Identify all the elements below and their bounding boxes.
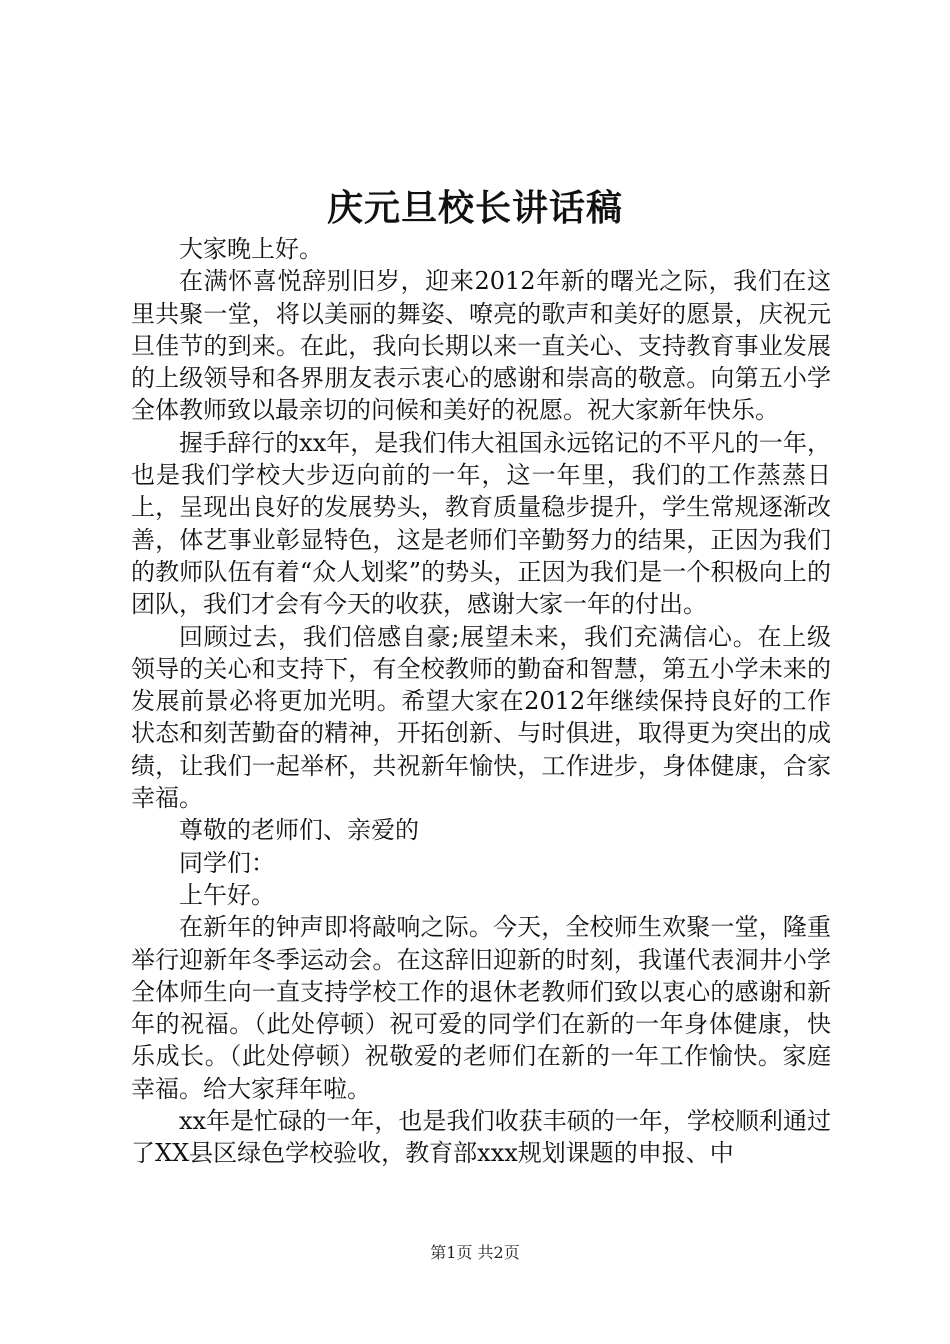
paragraph-salutation-teachers: 尊敬的老师们、亲爱的 — [179, 816, 419, 845]
paragraph-salutation-students: 同学们： — [179, 848, 275, 877]
paragraph-greeting: 大家晚上好。 — [179, 235, 323, 263]
page-number-footer: 第1页 共2页 — [430, 1243, 520, 1262]
document-title: 庆元旦校长讲话稿 — [326, 187, 623, 229]
paragraph-new-year-wishes: 在满怀喜悦辞别旧岁，迎来2012年新的曙光之际，我们在这里共聚一堂，将以美丽的舞姿、嘹亮的歌声和美好的愿景，庆祝元旦佳节的到来。在此，我向长期以来一直关心、支持教育事业发展的上级领导和各界朋友表示衷心的感谢和崇高的敬意。向第五小学全体教师致以最亲切的问候和美好的祝愿。祝大家新年快乐。 — [131, 267, 831, 425]
paragraph-sports-meeting: 在新年的钟声即将敲响之际。今天，全校师生欢聚一堂，隆重举行迎新年冬季运动会。在这辞旧迎新的时刻，我谨代表洞井小学全体师生向一直支持学校工作的退休老教师们致以衷心的感谢和新年的祝福。（此处停顿）祝可爱的同学们在新的一年身体健康，快乐成长。（此处停顿）祝敬爱的老师们在新的一年工作愉快。家庭幸福。给大家拜年啦。 — [131, 913, 831, 1103]
paragraph-achievements: xx年是忙碌的一年，也是我们收获丰硕的一年，学校顺利通过了XX县区绿色学校验收，教育部xxx规划课题的申报、中 — [131, 1107, 831, 1168]
paragraph-year-review: 握手辞行的xx年，是我们伟大祖国永远铭记的不平凡的一年，也是我们学校大步迈向前的一年，这一年里，我们的工作蒸蒸日上，呈现出良好的发展势头，教育质量稳步提升，学生常规逐渐改善，体艺事业彰显特色，这是老师们辛勤努力的结果，正因为我们的教师队伍有着“众人划桨”的势头，正因为我们是一个积极向上的团队，我们才会有今天的收获，感谢大家一年的付出。 — [131, 428, 831, 619]
document-body — [131, 233, 831, 1170]
paragraph-morning-greeting: 上午好。 — [179, 880, 275, 909]
paragraph-outlook: 回顾过去，我们倍感自豪;展望未来，我们充满信心。在上级领导的关心和支持下，有全校教师的勤奋和智慧，第五小学未来的发展前景必将更加光明。希望大家在2012年继续保持良好的工作状态和刻苦勤奋的精神，开拓创新、与时俱进，取得更为突出的成绩，让我们一起举杯，共祝新年愉快，工作进步，身体健康，合家幸福。 — [131, 622, 831, 813]
